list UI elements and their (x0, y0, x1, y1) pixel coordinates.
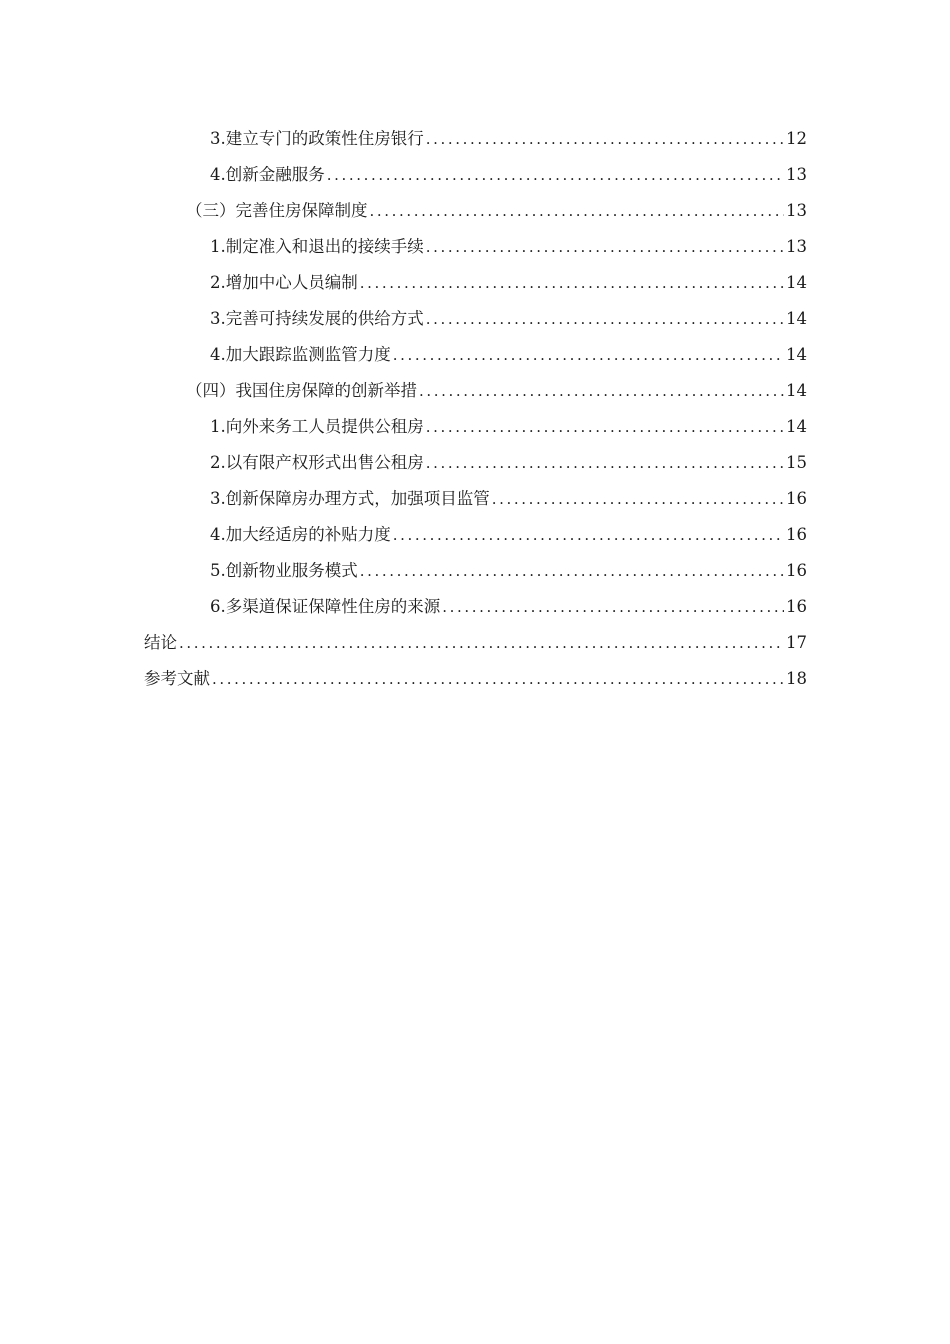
toc-entry[interactable] (0, 625, 950, 661)
toc-leader-dots (442, 589, 784, 625)
toc-leader-dots (360, 553, 784, 589)
toc-entry[interactable] (0, 301, 950, 337)
toc-entry[interactable] (0, 553, 950, 589)
toc-leader-dots (426, 301, 784, 337)
toc-entry-label: 4.创新金融服务 (210, 165, 325, 184)
toc-page-number: 17 (786, 633, 807, 652)
toc-entry[interactable] (0, 409, 950, 445)
toc-entry[interactable] (0, 157, 950, 193)
toc-entry[interactable] (0, 265, 950, 301)
toc-page-number: 14 (786, 345, 807, 364)
toc-entry-label: 3.完善可持续发展的供给方式 (210, 309, 424, 328)
toc-page-number: 16 (786, 525, 807, 544)
toc-leader-dots (179, 625, 784, 661)
toc-entry-label: （四）我国住房保障的创新举措 (186, 381, 417, 400)
toc-page-number: 16 (786, 561, 807, 580)
toc-entry-label: 结论 (144, 633, 177, 652)
toc-entry-label: 2.增加中心人员编制 (210, 273, 358, 292)
toc-entry[interactable] (0, 589, 950, 625)
toc-entry-label: 参考文献 (144, 669, 210, 688)
toc-entry-label: （三）完善住房保障制度 (186, 201, 368, 220)
toc-entry-label: 2.以有限产权形式出售公租房 (210, 453, 424, 472)
toc-page-number: 14 (786, 381, 807, 400)
toc-entry-label: 5.创新物业服务模式 (210, 561, 358, 580)
toc-page-number: 14 (786, 309, 807, 328)
toc-entry[interactable] (0, 481, 950, 517)
toc-leader-dots (393, 517, 784, 553)
toc-leader-dots (426, 445, 784, 481)
toc-leader-dots (426, 409, 784, 445)
toc-page-number: 14 (786, 273, 807, 292)
toc-entry-label: 3.创新保障房办理方式，加强项目监管 (210, 489, 490, 508)
toc-leader-dots (393, 337, 784, 373)
toc-leader-dots (419, 373, 784, 409)
toc-entry[interactable] (0, 517, 950, 553)
toc-entry[interactable] (0, 337, 950, 373)
toc-entry[interactable] (0, 373, 950, 409)
toc-entry[interactable] (0, 121, 950, 157)
toc-leader-dots (370, 193, 785, 229)
toc-page-number: 16 (786, 489, 807, 508)
toc-leader-dots (426, 121, 784, 157)
table-of-contents (0, 121, 950, 697)
toc-page-number: 13 (786, 165, 807, 184)
toc-entry-label: 6.多渠道保证保障性住房的来源 (210, 597, 441, 616)
toc-leader-dots (327, 157, 784, 193)
toc-page-number: 14 (786, 417, 807, 436)
toc-page-number: 13 (786, 201, 807, 220)
toc-entry[interactable] (0, 229, 950, 265)
toc-leader-dots (212, 661, 784, 697)
toc-page-number: 12 (786, 129, 807, 148)
toc-entry[interactable] (0, 661, 950, 697)
toc-entry[interactable] (0, 193, 950, 229)
toc-entry-label: 3.建立专门的政策性住房银行 (210, 129, 424, 148)
toc-leader-dots (426, 229, 784, 265)
toc-page-number: 18 (786, 669, 807, 688)
toc-entry-label: 1.向外来务工人员提供公租房 (210, 417, 424, 436)
toc-entry-label: 4.加大跟踪监测监管力度 (210, 345, 391, 364)
toc-entry-label: 4.加大经适房的补贴力度 (210, 525, 391, 544)
toc-leader-dots (360, 265, 784, 301)
toc-entry-label: 1.制定准入和退出的接续手续 (210, 237, 424, 256)
toc-page-number: 15 (786, 453, 807, 472)
toc-page-number: 16 (786, 597, 807, 616)
toc-leader-dots (492, 481, 784, 517)
toc-entry[interactable] (0, 445, 950, 481)
toc-page-number: 13 (786, 237, 807, 256)
